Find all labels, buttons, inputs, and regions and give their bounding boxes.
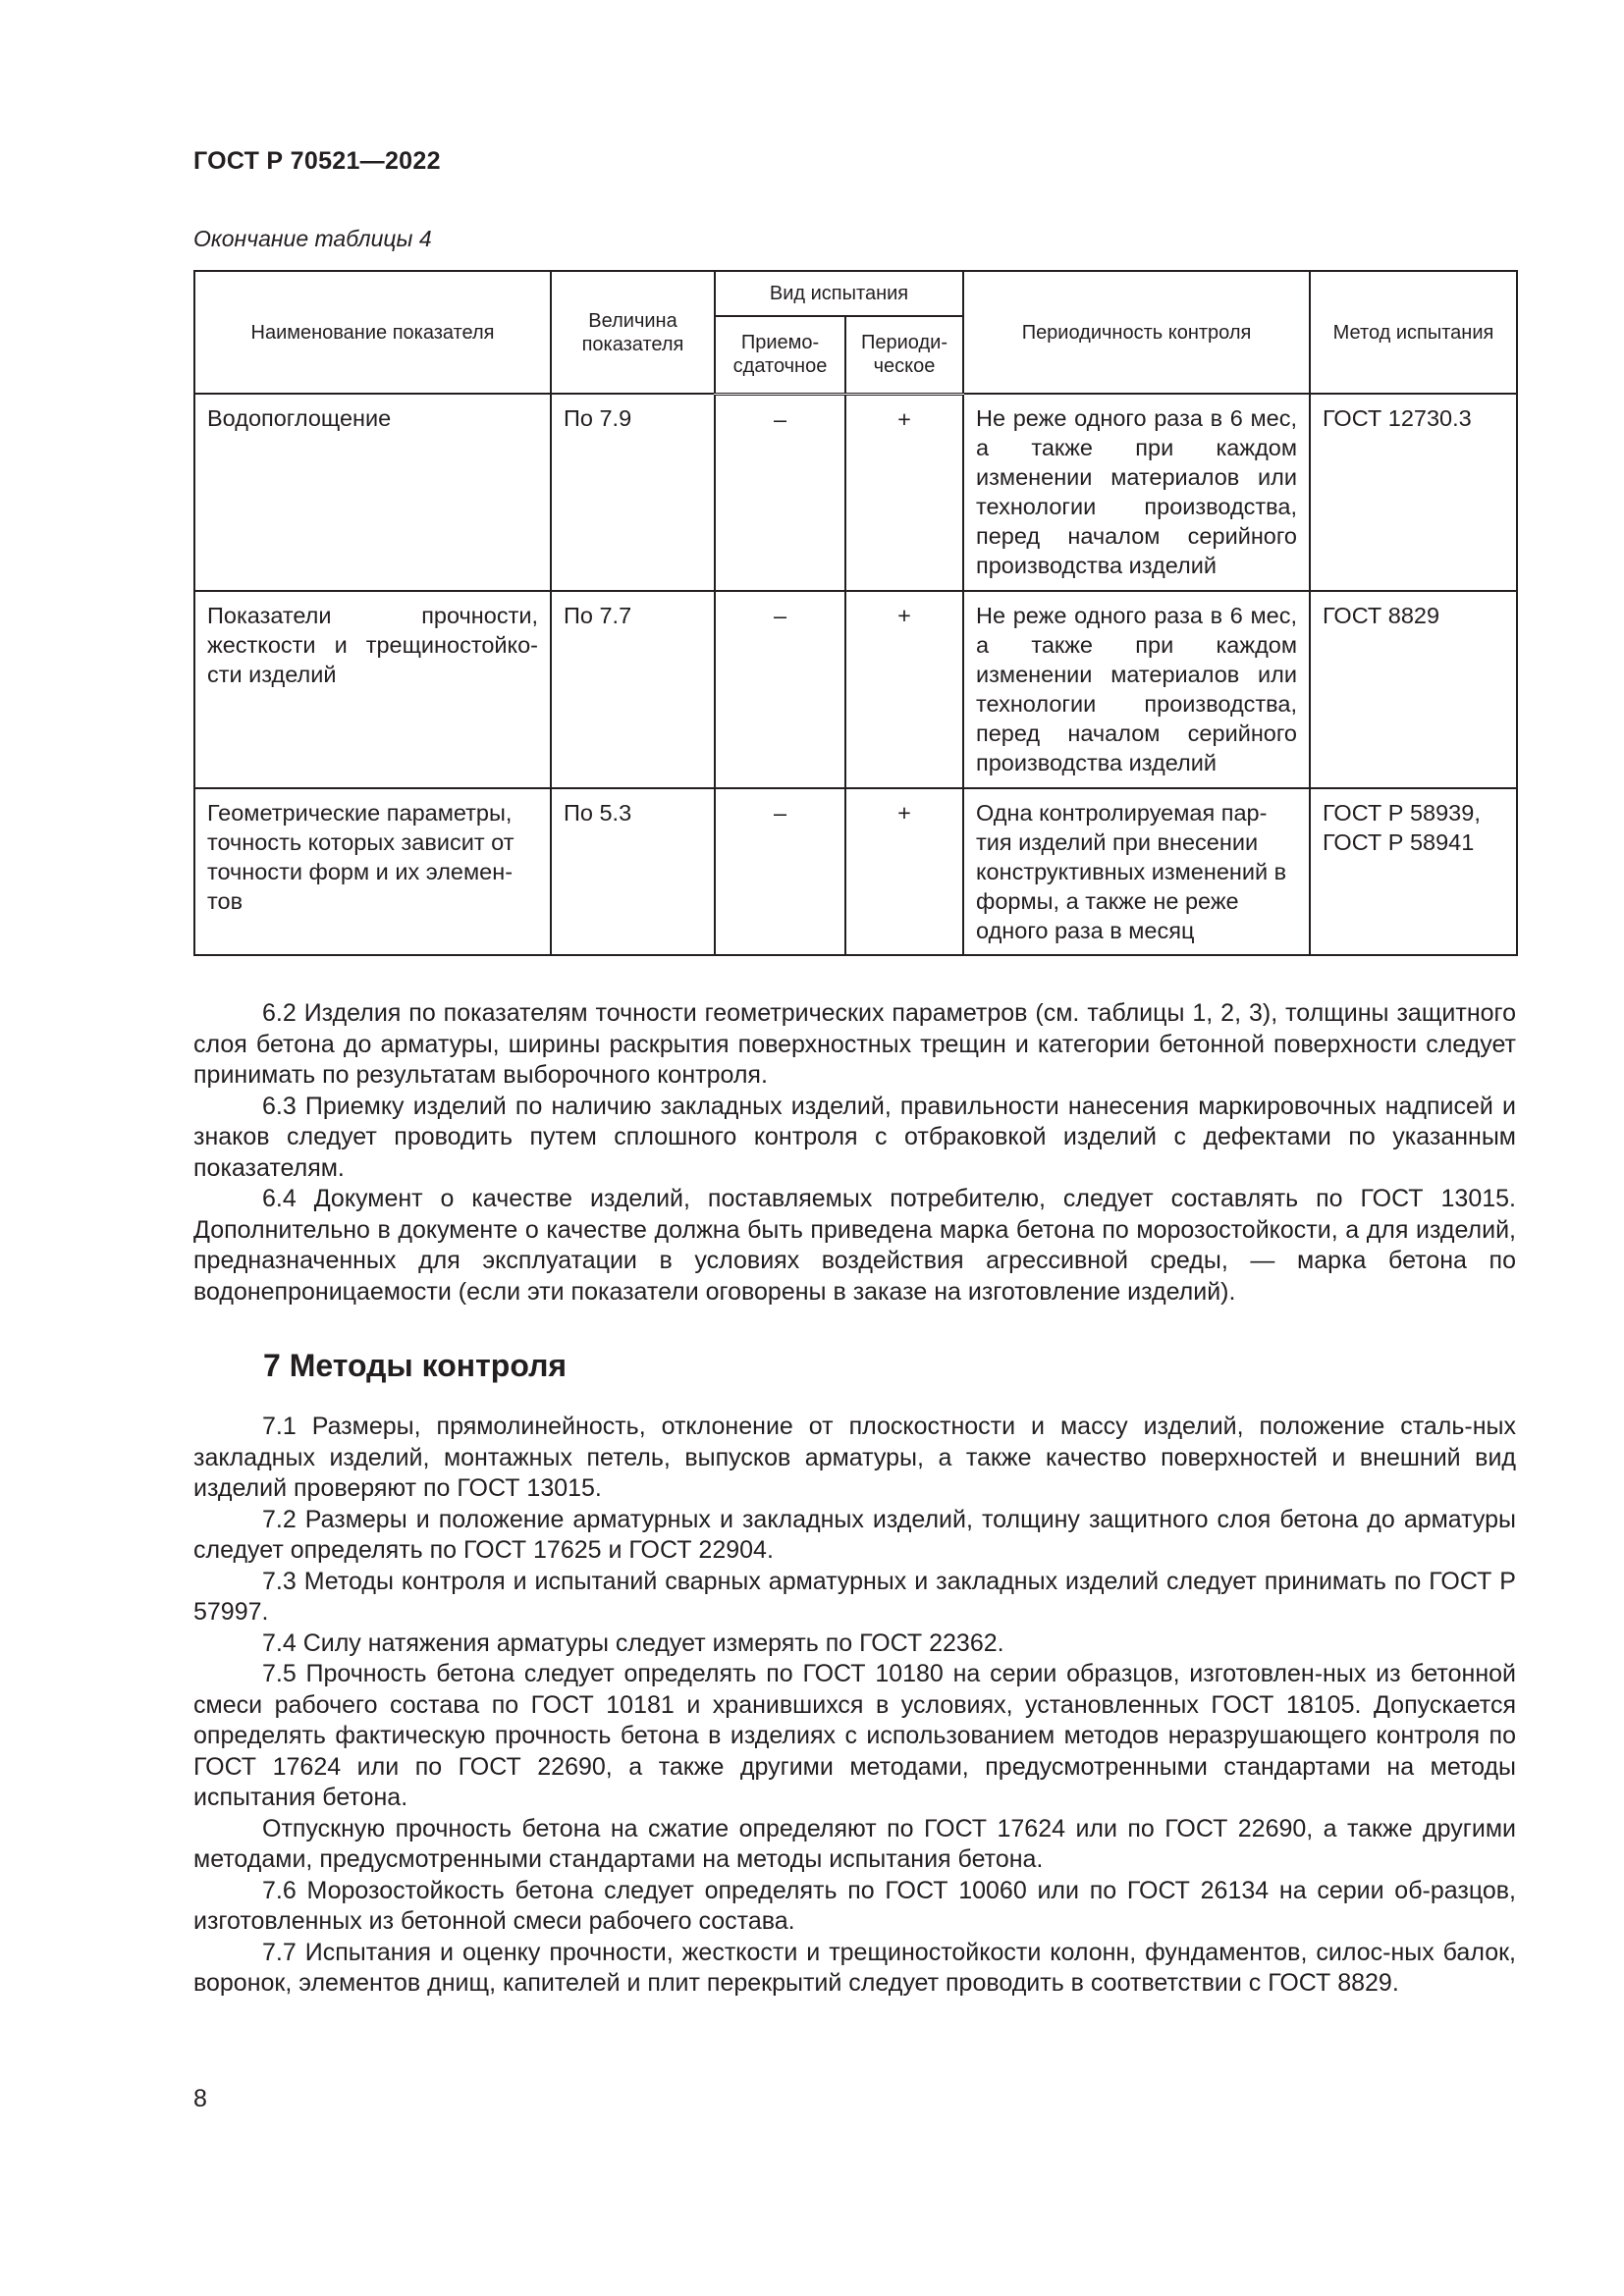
section-7-text [193,1412,1516,2000]
paragraph-7-6: 7.6 Морозостойкость бетона следует определять по ГОСТ 10060 или по ГОСТ 26134 на серии об-разцов, изготовленных из бетонной смеси рабочего состава. [193,1876,1516,1935]
cell-periodic: + [845,591,963,788]
header-method: Метод испытания [1310,271,1517,394]
header-value: Величина показателя [551,271,715,394]
cell-method: ГОСТ Р 58939, ГОСТ Р 58941 [1310,788,1517,955]
cell-value: По 7.9 [551,394,715,591]
header-name: Наименование показателя [194,271,551,394]
cell-method: ГОСТ 12730.3 [1310,394,1517,591]
cell-periodicity: Не реже одного раза в 6 мес, а также при каждом изменении материалов или технологии производства, перед началом серийного производства изделий [963,591,1310,788]
cell-name: Геометрические параметры, точность которых зависит от точности форм и их элемен-тов [194,788,551,955]
cell-name: Показатели прочности, жесткости и трещиностойко-сти изделий [194,591,551,788]
header-periodicity: Периодичность контроля [963,271,1310,394]
cell-periodic: + [845,788,963,955]
table-row [194,394,1517,591]
section-6-text [193,998,1516,1308]
header-test-type: Вид испытания [715,271,963,316]
cell-periodic: + [845,394,963,591]
cell-acceptance: – [715,394,845,591]
section-7-title: 7 Методы контроля [263,1348,568,1383]
document-code: ГОСТ Р 70521—2022 [193,147,441,175]
header-periodic: Периоди-ческое [845,316,963,394]
table-caption: Окончание таблицы 4 [193,226,432,251]
paragraph-7-4: 7.4 Силу натяжения арматуры следует измерять по ГОСТ 22362. [262,1629,1004,1657]
paragraph-7-7: 7.7 Испытания и оценку прочности, жесткости и трещиностойкости колонн, фундаментов, силос-ных балок, воронок, элементов днищ, капителей и плит перекрытий следует проводить в соответствии с ГОСТ 8829. [193,1938,1516,1997]
page-number: 8 [193,2085,207,2112]
paragraph-7-2: 7.2 Размеры и положение арматурных и закладных изделий, толщину защитного слоя бетона до арматуры следует определять по ГОСТ 17625 и ГОСТ 22904. [193,1505,1516,1564]
cell-value: По 5.3 [551,788,715,955]
cell-acceptance: – [715,591,845,788]
paragraph-7-5-release: Отпускную прочность бетона на сжатие определяют по ГОСТ 17624 или по ГОСТ 22690, а также другими методами, предусмотренными стандартами на методы испытания бетона. [193,1814,1516,1873]
cell-periodicity: Одна контролируемая пар-тия изделий при внесении конструктивных изменений в формы, а также не реже одного раза в месяц [963,788,1310,955]
requirements-table [193,270,1518,956]
cell-method: ГОСТ 8829 [1310,591,1517,788]
paragraph-6-4: 6.4 Документ о качестве изделий, поставляемых потребителю, следует составлять по ГОСТ 13015. Дополнительно в документе о качестве должна быть приведена марка бетона по морозостойкости, а для изделий, предназначенных для эксплуатации в условиях воздействия агрессивной среды, — марка бетона по водонепроницаемости (если эти показатели оговорены в заказе на изготовление изделий). [193,1185,1516,1306]
table-row [194,591,1517,788]
cell-name: Водопоглощение [194,394,551,591]
paragraph-6-2: 6.2 Изделия по показателям точности геометрических параметров (см. таблицы 1, 2, 3), толщины защитного слоя бетона до арматуры, ширины раскрытия поверхностных трещин и категории бетонной поверхности следует принимать по результатам выборочного контроля. [193,999,1516,1089]
header-acceptance: Приемо-сдаточное [715,316,845,394]
cell-acceptance: – [715,788,845,955]
cell-periodicity: Не реже одного раза в 6 мес, а также при каждом изменении материалов или технологии производства, перед началом серийного производства изделий [963,394,1310,591]
cell-value: По 7.7 [551,591,715,788]
paragraph-7-3: 7.3 Методы контроля и испытаний сварных арматурных и закладных изделий следует принимать по ГОСТ Р 57997. [193,1567,1516,1626]
paragraph-6-3: 6.3 Приемку изделий по наличию закладных изделий, правильности нанесения маркировочных надписей и знаков следует проводить путем сплошного контроля с отбраковкой изделий с дефектами по указанным показателям. [193,1092,1516,1182]
paragraph-7-1: 7.1 Размеры, прямолинейность, отклонение от плоскостности и массу изделий, положение сталь-ных закладных изделий, монтажных петель, выпусков арматуры, а также качество поверхностей и внешний вид изделий проверяют по ГОСТ 13015. [193,1413,1516,1502]
table-row [194,788,1517,955]
paragraph-7-5: 7.5 Прочность бетона следует определять по ГОСТ 10180 на серии образцов, изготовлен-ных из бетонной смеси рабочего состава по ГОСТ 10181 и хранившихся в условиях, установленных ГОСТ 18105. Допускается определять фактическую прочность бетона в изделиях с использованием методов неразрушающего контроля по ГОСТ 17624 или по ГОСТ 22690, а также другими методами, предусмотренными стандартами на методы испытания бетона. [193,1660,1516,1811]
